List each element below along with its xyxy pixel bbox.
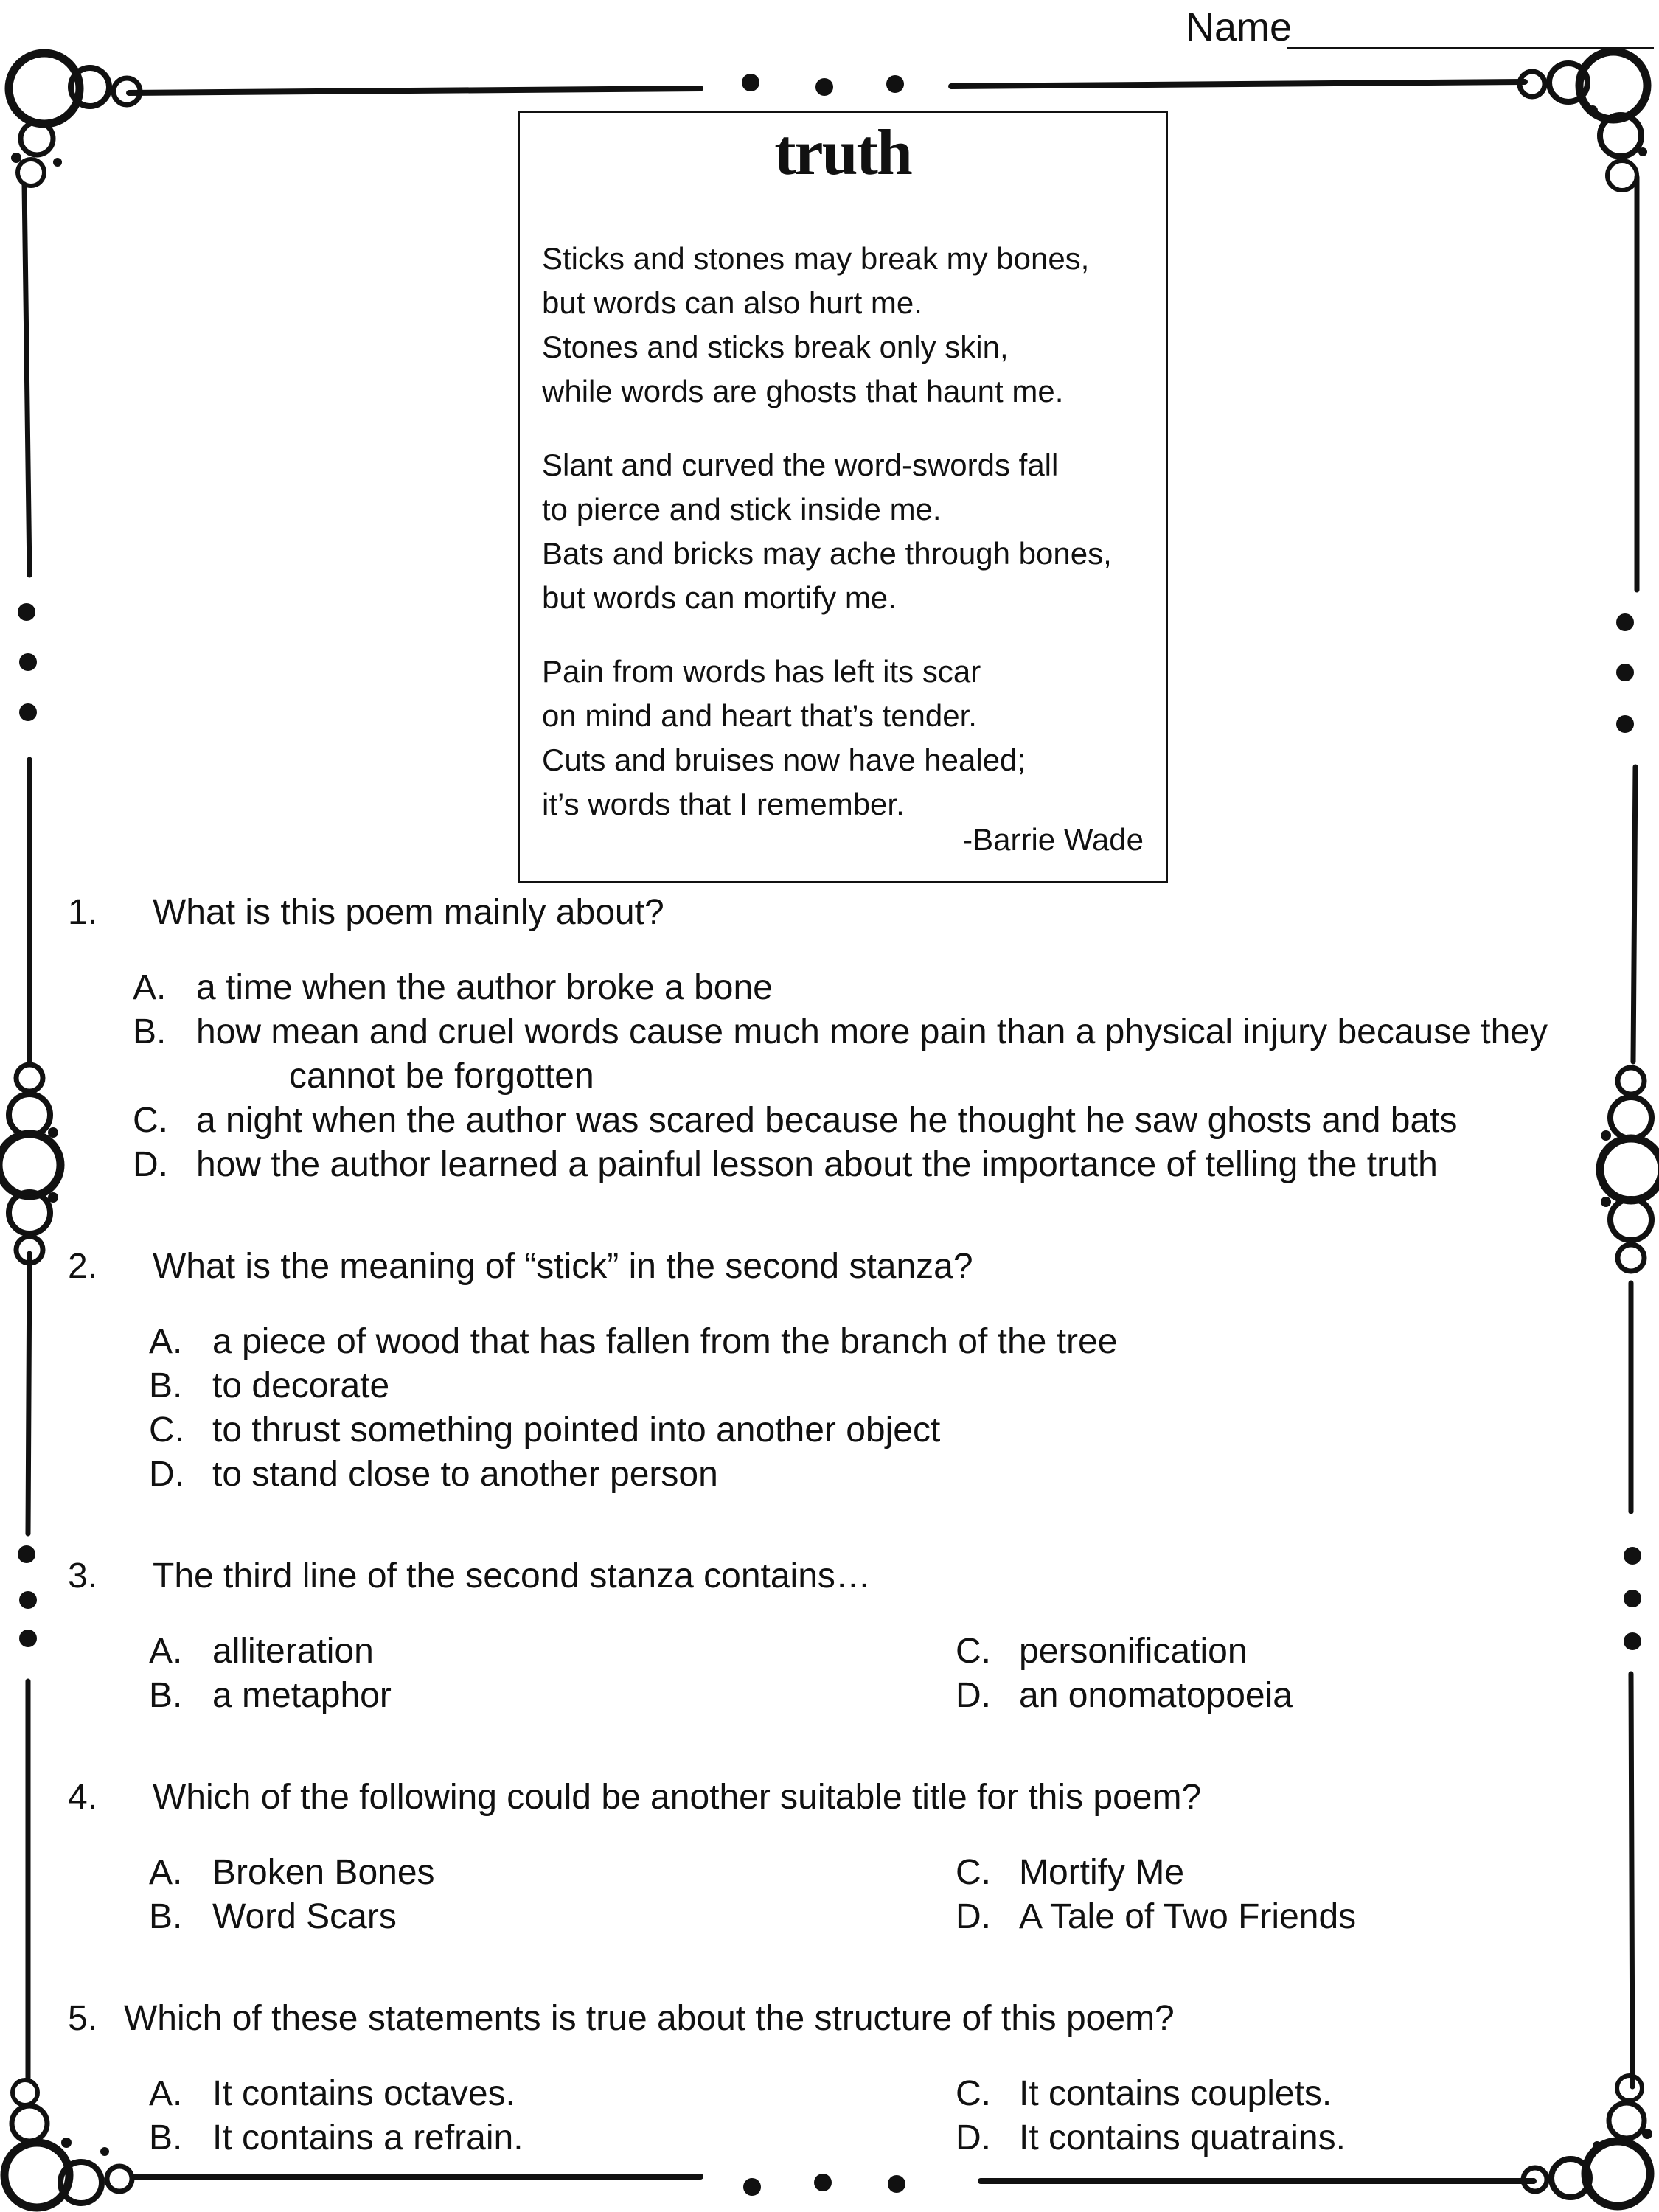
option-text: how the author learned a painful lesson about the importance of telling the truth	[196, 1145, 1438, 1184]
question-text: Which of these statements is true about the structure of this poem?	[124, 1999, 1175, 2038]
poem-title: truth	[774, 117, 911, 189]
option-text: an onomatopoeia	[1019, 1676, 1293, 1715]
option-letter: D.	[956, 1897, 991, 1936]
option-letter: C.	[956, 1632, 991, 1671]
option-text: a night when the author was scared because he thought he saw ghosts and bats	[196, 1101, 1458, 1140]
name-label: Name	[1186, 5, 1293, 49]
option-letter: B.	[149, 1366, 183, 1405]
option-letter: C.	[956, 2074, 991, 2113]
option-letter: B.	[149, 1897, 183, 1936]
option-text: alliteration	[212, 1632, 374, 1671]
option-text-continued: cannot be forgotten	[289, 1057, 594, 1096]
option-letter: A.	[149, 1632, 183, 1671]
poem-line: Sticks and stones may break my bones,	[542, 241, 1090, 276]
question-text: What is the meaning of “stick” in the second stanza?	[153, 1247, 973, 1286]
option-letter: B.	[133, 1012, 167, 1051]
option-letter: B.	[149, 2118, 183, 2157]
poem-stanza-1	[542, 237, 1089, 414]
option-text: to decorate	[212, 1366, 390, 1405]
option-letter: A.	[133, 968, 167, 1007]
option-text: to thrust something pointed into another object	[212, 1411, 941, 1450]
question-text: Which of the following could be another suitable title for this poem?	[153, 1778, 1202, 1817]
poem-line: Pain from words has left its scar	[542, 654, 981, 689]
option-text: It contains couplets.	[1019, 2074, 1332, 2113]
question-number: 2.	[68, 1247, 98, 1286]
option-text: a metaphor	[212, 1676, 392, 1715]
option-letter: D.	[956, 2118, 991, 2157]
option-letter: A.	[149, 1853, 183, 1892]
option-letter: C.	[149, 1411, 184, 1450]
option-text: A Tale of Two Friends	[1019, 1897, 1357, 1936]
option-letter: B.	[149, 1676, 183, 1715]
question-number: 3.	[68, 1557, 98, 1596]
question-number: 1.	[68, 893, 98, 932]
option-text: a time when the author broke a bone	[196, 968, 773, 1007]
question-number: 4.	[68, 1778, 98, 1817]
option-text: how mean and cruel words cause much more pain than a physical injury because they	[196, 1012, 1548, 1051]
poem-line: Cuts and bruises now have healed;	[542, 742, 1026, 777]
option-letter: A.	[149, 2074, 183, 2113]
option-letter: D.	[956, 1676, 991, 1715]
poem-line: but words can mortify me.	[542, 580, 897, 615]
option-letter: A.	[149, 1322, 183, 1361]
poem-line: it’s words that I remember.	[542, 787, 905, 821]
question-text: The third line of the second stanza contains…	[153, 1557, 871, 1596]
poem-line: Bats and bricks may ache through bones,	[542, 536, 1112, 571]
option-letter: D.	[133, 1145, 168, 1184]
option-text: Word Scars	[212, 1897, 397, 1936]
option-text: to stand close to another person	[212, 1455, 718, 1494]
option-letter: C.	[133, 1101, 168, 1140]
name-field[interactable]	[1287, 47, 1654, 49]
poem-line: Slant and curved the word-swords fall	[542, 448, 1059, 482]
poem-line: on mind and heart that’s tender.	[542, 698, 977, 733]
poem-line: to pierce and stick inside me.	[542, 492, 942, 526]
option-text: personification	[1019, 1632, 1248, 1671]
option-text: Broken Bones	[212, 1853, 435, 1892]
option-text: Mortify Me	[1019, 1853, 1185, 1892]
question-number: 5.	[68, 1999, 98, 2038]
poem-stanza-3	[542, 650, 1026, 827]
option-text: It contains a refrain.	[212, 2118, 524, 2157]
option-text: It contains quatrains.	[1019, 2118, 1346, 2157]
poem-line: Stones and sticks break only skin,	[542, 330, 1009, 364]
poem-author: -Barrie Wade	[962, 822, 1144, 857]
option-text: a piece of wood that has fallen from the branch of the tree	[212, 1322, 1118, 1361]
question-text: What is this poem mainly about?	[153, 893, 664, 932]
poem-stanza-2	[542, 443, 1112, 620]
option-letter: C.	[956, 1853, 991, 1892]
poem-line: but words can also hurt me.	[542, 285, 922, 320]
poem-box	[518, 111, 1168, 883]
option-1b-continued	[289, 1056, 594, 1096]
poem-line: while words are ghosts that haunt me.	[542, 374, 1064, 408]
option-letter: D.	[149, 1455, 184, 1494]
option-text: It contains octaves.	[212, 2074, 515, 2113]
